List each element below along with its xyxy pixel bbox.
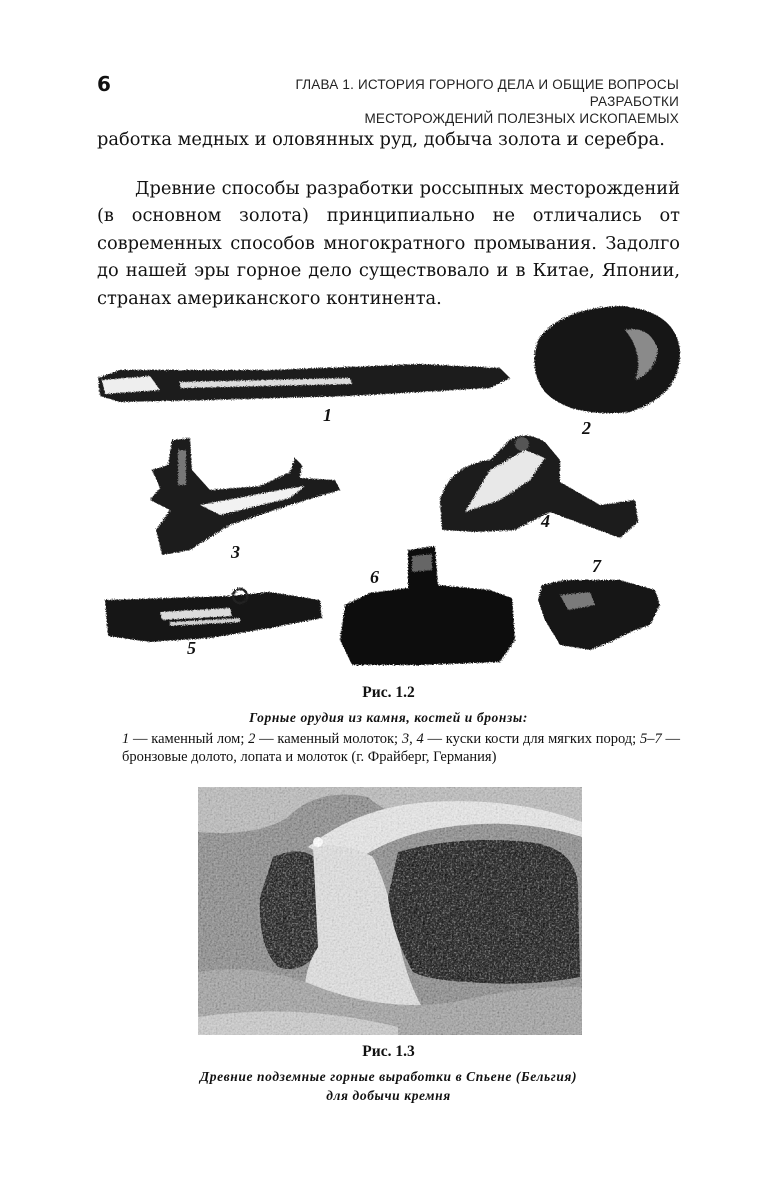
legend-number: 3: [401, 731, 410, 747]
figure-item-number: 6: [370, 567, 379, 587]
figure-item-number: 5: [187, 638, 196, 658]
figure-1-2-legend: [122, 730, 680, 766]
legend-text: ,: [409, 731, 417, 747]
legend-number: 4: [416, 731, 424, 747]
figure-1-3-title: [97, 1067, 680, 1105]
legend-number: 1: [122, 731, 130, 747]
running-head: [219, 76, 679, 127]
legend-text: — каменный лом;: [129, 731, 249, 747]
legend-number: 5–7: [639, 731, 662, 747]
figure-1-3-label: Рис. 1.3: [362, 1043, 415, 1060]
figure-item-number: 4: [541, 511, 550, 531]
legend-number: 2: [248, 731, 256, 747]
figure-item-number: 7: [592, 556, 601, 576]
figure-1-2-label: Рис. 1.2: [362, 684, 415, 701]
figure-1-3-title-line-2: для добычи кремня: [326, 1088, 451, 1103]
legend-text: — куски кости для мягких пород;: [423, 731, 640, 747]
legend-text: — каменный молоток;: [255, 731, 402, 747]
running-head-line-2: МЕСТОРОЖДЕНИЙ ПОЛЕЗНЫХ ИСКОПАЕМЫХ: [364, 111, 679, 126]
tool-4-bone-piece: [440, 435, 638, 538]
paragraph-2: Древние способы разработки россыпных месторождений (в основном золота) принципиально не отличались от современных способов многократного промывания. Задолго до нашей эры горное дело существовало и в Китае, Японии, странах американского континента.: [97, 177, 680, 309]
figure-1-3-photo: [198, 787, 582, 1035]
figure-1-3-title-line-1: Древние подземные горные выработки в Спьене (Бельгия): [199, 1069, 578, 1084]
figure-1-2-title: Горные орудия из камня, костей и бронзы:: [249, 710, 528, 725]
tool-2-stone-hammer: [534, 306, 680, 413]
running-head-line-1: ГЛАВА 1. ИСТОРИЯ ГОРНОГО ДЕЛА И ОБЩИЕ ВОПРОСЫ РАЗРАБОТКИ: [295, 77, 679, 109]
figure-1-2-illustration: [90, 300, 690, 680]
legend-text: — бронзовые долото, лопата и молоток (г. Фрайберг, Германия): [122, 731, 680, 765]
figure-item-number: 2: [582, 418, 591, 438]
figure-item-number: 1: [323, 405, 332, 425]
figure-item-number: 3: [231, 542, 240, 562]
paragraph-1: работка медных и оловянных руд, добыча золота и серебра.: [97, 129, 665, 150]
body-text: [97, 126, 680, 312]
tool-7-bronze-hammer: [538, 580, 660, 650]
page-number: 6: [97, 72, 111, 96]
